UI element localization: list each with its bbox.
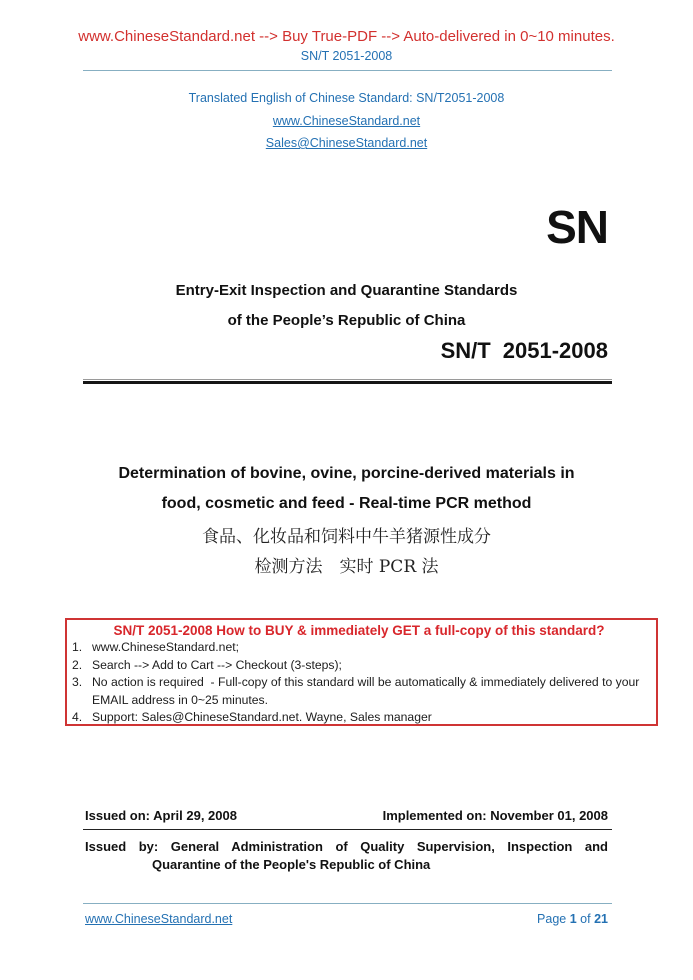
standard-code-large: SN/T 2051-2008 [440,338,608,363]
site-link[interactable]: www.ChineseStandard.net [272,114,421,128]
buy-step-4 [72,709,646,726]
header-divider [83,70,612,71]
buy-step-2-text: Search --> Add to Cart --> Checkout (3-steps); [92,657,342,672]
standard-code-small: SN/T 2051-2008 [300,49,393,63]
sn-logo: SN [546,201,608,253]
site-link-wrap [0,112,693,130]
buy-step-2-number: 2. [72,657,83,672]
masthead-thick-rule [83,379,612,384]
doc-title-cn-line2: 检测方法 实时 PCR 法 [254,557,439,577]
footer [85,911,608,928]
issue-divider [83,829,612,830]
page-number [537,911,608,928]
of-word: of [580,912,591,926]
promo-banner: www.ChineseStandard.net --> Buy True-PDF --> Auto-delivered in 0~10 minutes. [78,28,615,45]
org-name-line2: of the People’s Republic of China [227,312,466,329]
sales-link-wrap [0,134,693,152]
issued-by-label: Issued by: [85,839,159,854]
issued-by-org-part1: General Administration of Quality Supervision, Inspection and [170,839,608,854]
buy-step-1-text: www.ChineseStandard.net; [92,640,240,654]
issued-by-block [85,838,608,874]
buy-step-3-text: No action is required - Full-copy of this standard will be automatically & immediately delivered to your EMAIL address in 0~25 minutes. [92,675,643,707]
buy-step-4-text: Support: Sales@ChineseStandard.net. Wayne, Sales manager [92,710,432,724]
buy-step-3-number: 3. [72,675,83,689]
buy-step-1-number: 1. [72,640,83,654]
implemented-on-text: Implemented on: November 01, 2008 [382,808,608,823]
buy-step-2 [72,657,646,675]
footer-divider [83,903,612,904]
issued-by-line2: Quarantine of the People's Republic of China [152,857,431,872]
buy-step-1 [72,639,646,657]
doc-title-cn-line1: 食品、化妆品和饲料中牛羊猪源性成分 [202,527,491,547]
page-word: Page [537,912,567,926]
footer-site-link[interactable]: www.ChineseStandard.net [85,912,233,926]
sales-email-link[interactable]: Sales@ChineseStandard.net [265,136,428,150]
buy-instructions-box [65,618,658,726]
page-total: 21 [594,912,608,926]
issued-by-line1 [85,838,608,856]
buy-step-4-number: 4. [72,710,83,724]
issued-on-text: Issued on: April 29, 2008 [85,808,237,823]
page-current: 1 [569,912,577,926]
buy-box-title: SN/T 2051-2008 How to BUY & immediately GET a full-copy of this standard? [113,623,605,638]
org-name-line1: Entry-Exit Inspection and Quarantine Standards [175,282,518,299]
doc-title-en-line2: food, cosmetic and feed - Real-time PCR method [161,495,532,512]
issue-dates-row [85,807,608,825]
buy-step-3 [72,674,646,709]
translated-line: Translated English of Chinese Standard: SN/T2051-2008 [188,91,505,105]
doc-title-en-line1: Determination of bovine, ovine, porcine-derived materials in [118,465,575,482]
